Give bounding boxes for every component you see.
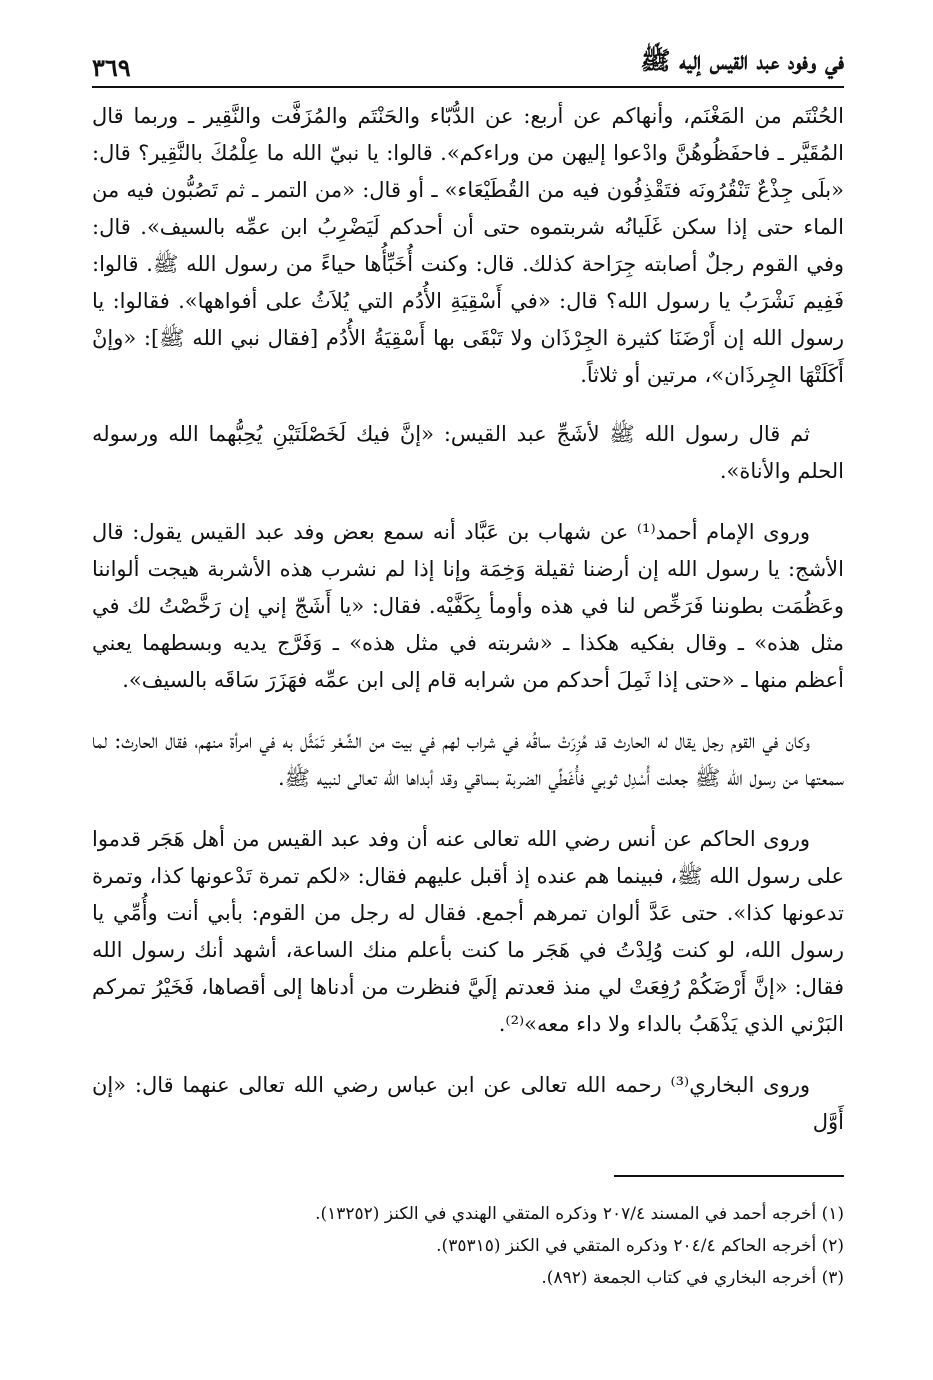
body-text: [92, 98, 844, 1141]
running-header: [92, 42, 844, 88]
paragraph: [92, 821, 844, 1043]
page: [92, 42, 844, 1288]
paragraph-text: وروى الحاكم عن أنس رضي الله تعالى عنه أن وفد عبد القيس من أهل هَجَر قدموا على رسول الله ﷺ، فبينما هم عنده إذ أقبل عليهم فقال: «لكم تمرة تَدْعونها كذا، وتمرة تدعونها كذا». حتى عَدَّ ألوان تمرهم أجمع. فقال له رجل من القوم: بأبي أنت وأُمِّي يا رسول الله، لو كنت وُلِدْتُ في هَجَر ما كنت بأعلم منك الساعة، أشهد أنك رسول الله فقال: «إنَّ أَرْضَكُمْ رُفِعَتْ لي منذ قعدتم إلَيَّ فنظرت من أدناها إلى أقصاها، فَخَيْرُ تمركم البَرْني الذي يَذْهَبُ بالداء ولا داء معه»⁽²⁾.: [92, 827, 844, 1036]
paragraph: [92, 514, 844, 699]
footnote: (١) أخرجه أحمد في المسند ٢٠٧/٤ وذكره المتقي الهندي في الكنز (١٣٢٥٢).: [315, 1204, 844, 1224]
chapter-title: في وفود عبد القيس إليه ﷺ: [640, 46, 844, 75]
footnote: (٣) أخرجه البخاري في كتاب الجمعة (٨٩٢).: [541, 1268, 844, 1288]
footnote: (٢) أخرجه الحاكم ٢٠٤/٤ وذكره المتقي في الكنز (٣٥٣١٥).: [436, 1236, 844, 1256]
paragraph: الحُنْتَم من المَغْنَم، وأنهاكم عن أربع: عن الدُّبّاء والحَنْتَم والمُزَفَّت والنَّقِير ـ وربما قال المُقَيَّر ـ فاحفَظُوهُنَّ وادْعوا إليهن من وراءكم». قالوا: يا نبيّ الله ما عِلْمُكَ بالنَّقِير؟ قال: «بلَى جِذْعٌ تَنْقُرُونَه فتَقْذِفُون فيه من القُطَيْعَاء» ـ أو قال: «من التمر ـ ثم تَصُبُّون فيه من الماء حتى إذا سكن غَلَيانُه شربتموه حتى أن أحدكم لَيَضْرِبُ ابن عمِّه بالسيف». قال: وفي القوم رجلٌ أصابته جِرَاحة كذلك. قال: وكنت أُخَبِّأُها حياءً من رسول الله ﷺ. قالوا: فَفِيم نَشْرَبُ يا رسول الله؟ قال: «في أَسْقِيَةِ الأُدُم التي يُلاَثُ على أفواهها». فقالوا: يا رسول الله إن أَرْضَنَا كثيرة الجِرْذَان ولا تَبْقَى بها أَسْقِيَةُ الأُدُم [فقال نبي الله ﷺ]: «وإنْ أَكَلَتْهَا الجِرذَان»، مرتين أو ثلاثاً.: [92, 104, 844, 387]
paragraph: [92, 416, 844, 490]
paragraph-text: وكان في القوم رجل يقال له الحارث قد هُزِرَتْ ساقُه في شراب لهم في بيت من الشِّعْر تَمَثَّل به في امرأة منهم، فقال الحارث: لما سمعتها من رسول الله ﷺ جعلت أُسْدِل ثوبي فأُغَطِّي الضربة بساقي وقد أبداها الله تعالى لنبيه ﷺ.: [92, 729, 844, 790]
page-number: ٣٦٩: [92, 53, 131, 82]
paragraph: [92, 723, 844, 797]
footnote-separator: [614, 1175, 844, 1177]
paragraph-text: ثم قال رسول الله ﷺ لأشَجِّ عبد القيس: «إنَّ فيك لَخَصْلَتَيْنِ يُحِبُّهما الله ورسوله الحلم والأناة».: [92, 422, 844, 483]
footnotes: [92, 1200, 844, 1296]
paragraph-text: وروى البخاري⁽³⁾ رحمه الله تعالى عن ابن عباس رضي الله تعالى عنهما قال: «إن أَوَّل: [92, 1073, 844, 1134]
paragraph: [92, 1067, 844, 1141]
paragraph-text: وروى الإمام أحمد⁽¹⁾ عن شهاب بن عَبَّاد أنه سمع بعض وفد عبد القيس يقول: قال الأشج: يا رسول الله إن أرضنا ثقيلة وَخِمَة وإنا إذا لم نشرب هذه الأشربة هيجت ألواننا وعَظُمَت بطوننا فَرَخِّص لنا في هذه وأومأ بِكَفَّيْه. فقال: «يا أَشَجّ إني إن رَخَّصْتُ لك في مثل هذه» ـ وقال بفكيه هكذا ـ «شربته في مثل هذه» ـ وَفَرَّج يديه وبسطهما يعني أعظم منها ـ «حتى إذا ثَمِلَ أحدكم من شرابه قام إلى ابن عمِّه فهَزَرَ سَاقَه بالسيف».: [92, 520, 844, 692]
